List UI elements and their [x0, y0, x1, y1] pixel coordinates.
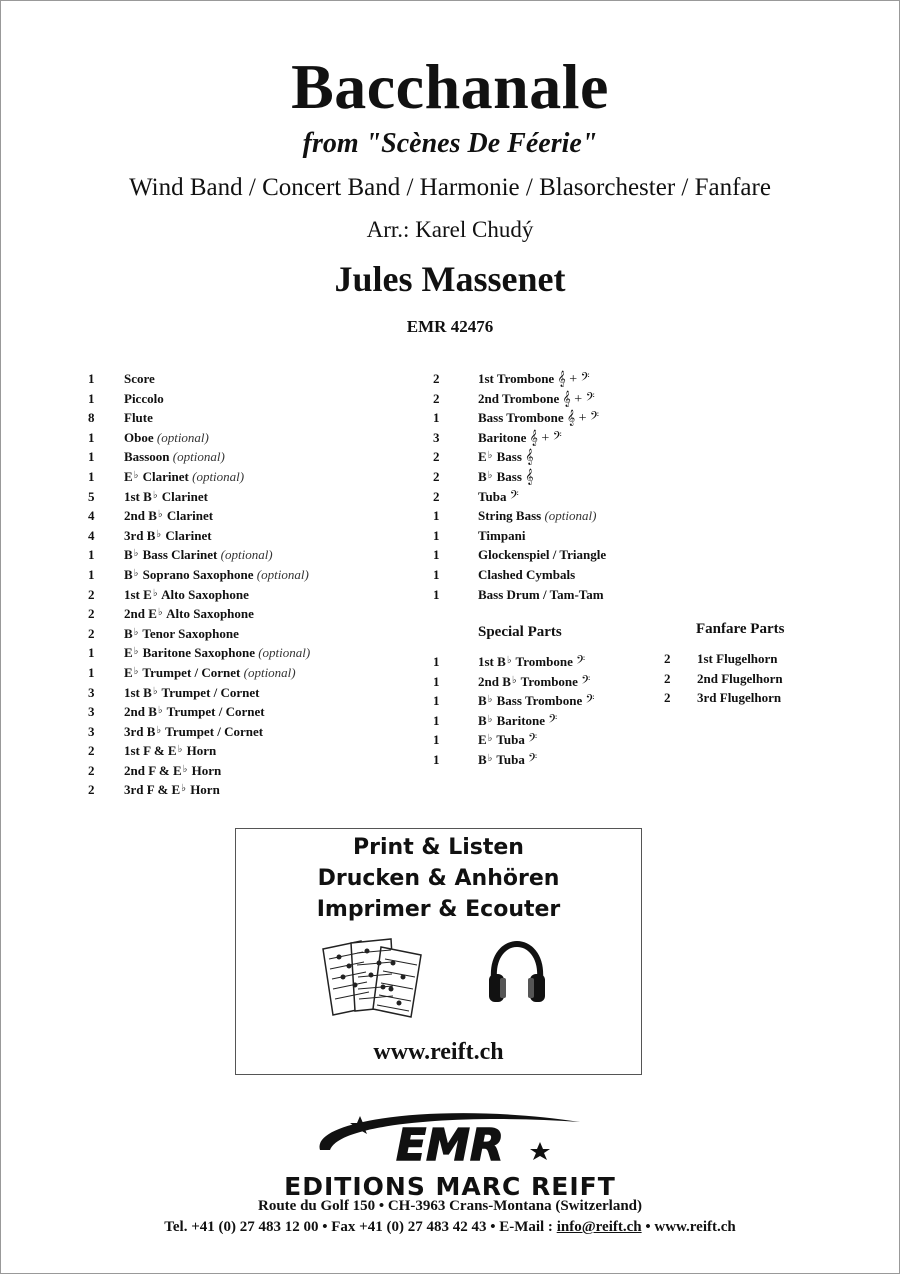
part-name-text: 2nd E	[124, 606, 157, 622]
part-row	[433, 487, 673, 507]
part-name-text: 2nd Trombone	[478, 390, 560, 406]
part-name	[124, 506, 213, 528]
part-quantity: 2	[88, 606, 95, 622]
part-name	[478, 389, 595, 410]
part-name	[124, 408, 153, 428]
part-name-suffix: Horn	[186, 782, 220, 798]
part-name-suffix: Horn	[183, 743, 217, 759]
part-quantity: 1	[433, 586, 440, 602]
part-name-text: Glockenspiel / Triangle	[478, 547, 607, 563]
part-quantity: 2	[88, 743, 95, 759]
parts-list-low-brass-percussion	[433, 369, 673, 604]
part-row	[88, 585, 418, 605]
part-quantity: 1	[433, 547, 440, 563]
part-name-text: B	[124, 625, 133, 641]
part-name	[124, 741, 216, 763]
part-quantity: 2	[664, 690, 671, 706]
part-name	[124, 761, 221, 783]
part-quantity: 1	[433, 712, 440, 728]
part-name	[124, 467, 244, 489]
part-row	[88, 663, 418, 683]
part-quantity: 4	[88, 508, 95, 524]
part-quantity: 5	[88, 488, 95, 504]
part-name-text: String Bass	[478, 508, 542, 524]
part-row	[88, 389, 418, 409]
part-name-suffix: Bass	[493, 468, 522, 484]
part-quantity: 3	[433, 429, 440, 445]
part-name	[478, 730, 537, 752]
part-name-text: E	[124, 645, 133, 661]
part-quantity: 1	[433, 527, 440, 543]
part-row	[88, 604, 418, 624]
part-row	[88, 467, 418, 487]
part-row	[88, 643, 418, 663]
part-name-suffix: Trumpet / Cornet	[139, 664, 241, 680]
part-row	[664, 688, 864, 708]
part-name-text: B	[478, 712, 487, 728]
clef-icon: 𝄞	[525, 450, 534, 466]
part-name-text: E	[124, 664, 133, 680]
part-quantity: 1	[433, 751, 440, 767]
part-name	[478, 565, 575, 585]
part-name-text: Piccolo	[124, 390, 164, 406]
part-row	[88, 369, 418, 389]
part-row	[433, 652, 673, 672]
clef-icon: 𝄢	[581, 674, 591, 690]
part-name-suffix: Trumpet / Cornet	[163, 704, 265, 720]
part-quantity: 4	[88, 527, 95, 543]
part-name	[478, 545, 606, 565]
part-name-text: Baritone	[478, 429, 527, 445]
flat-sign: ♭	[181, 783, 186, 795]
part-quantity: 3	[88, 704, 95, 720]
flat-sign: ♭	[487, 694, 493, 706]
flat-sign: ♭	[487, 469, 493, 481]
flat-sign: ♭	[156, 724, 162, 736]
flat-sign: ♭	[511, 674, 517, 686]
part-name-text: E	[478, 732, 487, 748]
part-name	[124, 369, 155, 389]
part-name	[478, 506, 596, 526]
clef-icon: 𝄞 + 𝄢	[566, 411, 600, 427]
part-quantity: 1	[433, 673, 440, 689]
sheet-music-icon	[319, 937, 429, 1019]
part-row	[88, 683, 418, 703]
part-row	[88, 506, 418, 526]
optional-note: (optional)	[256, 566, 309, 582]
part-quantity: 1	[88, 390, 95, 406]
part-name-text: 1st Flugelhorn	[697, 651, 778, 666]
promo-line-german: Drucken & Anhören	[317, 866, 560, 891]
part-name-text: Tuba	[478, 488, 507, 504]
part-name-text: E	[124, 468, 133, 484]
flat-sign: ♭	[133, 567, 139, 579]
part-name-text: 1st B	[124, 684, 152, 700]
part-name	[478, 447, 533, 469]
part-quantity: 1	[433, 732, 440, 748]
part-name-suffix: Clarinet	[139, 468, 189, 484]
part-name	[478, 526, 525, 546]
part-name	[124, 428, 209, 448]
part-quantity: 1	[88, 449, 95, 465]
optional-note: (optional)	[192, 468, 245, 484]
part-name-text: 1st F & E	[124, 743, 177, 759]
part-row	[88, 526, 418, 546]
part-quantity: 8	[88, 410, 95, 426]
contact-email-link[interactable]: info@reift.ch	[556, 1219, 642, 1235]
part-name	[124, 585, 249, 607]
part-name-suffix: Baritone	[493, 712, 546, 728]
part-row	[433, 565, 673, 585]
part-name-text: 2nd Flugelhorn	[697, 670, 783, 686]
flat-sign: ♭	[157, 607, 163, 619]
part-quantity: 2	[88, 586, 95, 602]
part-quantity: 1	[88, 468, 95, 484]
part-quantity: 2	[433, 390, 440, 406]
part-row	[88, 624, 418, 644]
special-parts-heading: Special Parts	[478, 624, 562, 640]
part-row	[433, 672, 673, 692]
part-name-text: 2nd B	[124, 704, 157, 720]
part-name	[478, 408, 599, 429]
part-quantity: 1	[88, 664, 95, 680]
composer-name: Jules Massenet	[334, 259, 566, 299]
part-quantity: 2	[664, 670, 671, 686]
part-name-suffix: Trumpet / Cornet	[162, 723, 264, 739]
emr-logo	[300, 1108, 600, 1170]
part-name-suffix: Alto Saxophone	[163, 606, 254, 622]
part-quantity: 1	[433, 508, 440, 524]
part-row	[433, 585, 673, 605]
part-name-text: E	[478, 449, 487, 465]
part-row	[88, 428, 418, 448]
flat-sign: ♭	[152, 587, 158, 599]
part-row	[88, 565, 418, 585]
part-row	[433, 691, 673, 711]
flat-sign: ♭	[487, 713, 493, 725]
part-name-suffix: Trumpet / Cornet	[158, 684, 260, 700]
part-name-text: 1st B	[124, 488, 152, 504]
part-quantity: 1	[433, 410, 440, 426]
part-name	[478, 467, 533, 489]
flat-sign: ♭	[156, 528, 162, 540]
flat-sign: ♭	[152, 685, 158, 697]
flat-sign: ♭	[487, 450, 493, 462]
part-name-text: B	[124, 566, 133, 582]
part-name	[124, 683, 260, 705]
part-name	[124, 565, 309, 587]
fanfare-parts-list	[664, 649, 864, 708]
part-name	[478, 428, 562, 449]
part-name	[124, 604, 254, 626]
piece-subtitle: from "Scènes De Féerie"	[302, 128, 598, 159]
part-name-suffix: Alto Saxophone	[158, 586, 249, 602]
part-name-text: 3rd B	[124, 527, 156, 543]
flat-sign: ♭	[157, 705, 163, 717]
part-name-text: 2nd B	[478, 673, 511, 689]
flat-sign: ♭	[182, 763, 188, 775]
part-name-text: 2nd B	[124, 508, 157, 524]
optional-note: (optional)	[243, 664, 296, 680]
part-quantity: 2	[88, 782, 95, 798]
part-row	[433, 408, 673, 428]
part-name-suffix: Tuba	[493, 751, 525, 767]
part-name-suffix: Trombone	[512, 654, 573, 669]
promo-line-english: Print & Listen	[353, 835, 524, 860]
part-name-text: Score	[124, 371, 155, 386]
part-name-text: 2nd F & E	[124, 762, 182, 778]
part-name	[697, 649, 778, 669]
part-name-text: 1st Trombone	[478, 371, 555, 386]
special-parts-list	[433, 652, 673, 770]
part-name	[124, 526, 212, 548]
part-quantity: 2	[664, 651, 671, 666]
part-name	[124, 702, 265, 724]
part-name	[478, 487, 519, 508]
part-row	[664, 649, 864, 669]
part-name-text: Flute	[124, 410, 153, 426]
flat-sign: ♭	[487, 752, 493, 764]
part-name-text: B	[478, 693, 487, 709]
clef-icon: 𝄢	[585, 694, 595, 710]
optional-note: (optional)	[220, 547, 273, 563]
part-name-suffix: Bass	[493, 449, 522, 465]
promo-website[interactable]: www.reift.ch	[373, 1039, 504, 1065]
part-quantity: 1	[433, 693, 440, 709]
part-row	[433, 428, 673, 448]
optional-note: (optional)	[258, 645, 311, 661]
part-name-suffix: Soprano Saxophone	[139, 566, 254, 582]
part-quantity: 2	[433, 371, 440, 386]
part-name-text: 3rd F & E	[124, 782, 181, 798]
part-name	[124, 624, 239, 646]
clef-icon: 𝄞	[525, 469, 534, 485]
clef-icon: 𝄞 + 𝄢	[562, 391, 595, 407]
part-name-text: Bass Trombone	[478, 410, 564, 426]
part-name-text: 3rd Flugelhorn	[697, 690, 782, 706]
clef-icon: 𝄞 + 𝄢	[529, 430, 562, 446]
part-row	[433, 750, 673, 770]
arranger-line: Arr.: Karel Chudý	[366, 217, 534, 242]
part-quantity: 1	[88, 566, 95, 582]
part-name	[124, 545, 273, 567]
ensemble-line: Wind Band / Concert Band / Harmonie / Blasorchester / Fanfare	[129, 174, 771, 201]
part-name-text: 3rd B	[124, 723, 156, 739]
publisher-contact	[0, 1219, 900, 1236]
piece-title: Bacchanale	[291, 51, 609, 122]
part-name	[478, 691, 595, 713]
flat-sign: ♭	[157, 509, 163, 521]
part-name	[478, 672, 590, 694]
part-name-suffix: Bass Trombone	[493, 693, 583, 709]
clef-icon: 𝄞 + 𝄢	[557, 372, 590, 387]
part-name-text: Bassoon	[124, 449, 170, 465]
part-name-text: Clashed Cymbals	[478, 566, 576, 582]
optional-note: (optional)	[156, 429, 209, 445]
part-quantity: 2	[433, 449, 440, 465]
clef-icon: 𝄢	[509, 489, 519, 505]
part-row	[433, 467, 673, 487]
part-name-suffix: Clarinet	[162, 527, 212, 543]
part-name	[478, 369, 590, 390]
contact-website: • www.reift.ch	[641, 1219, 736, 1235]
optional-note: (optional)	[544, 508, 597, 524]
part-name-text: B	[478, 751, 487, 767]
part-name	[478, 711, 557, 733]
part-name-text: Bass Drum / Tam-Tam	[478, 586, 604, 602]
part-name	[124, 389, 164, 409]
part-name-suffix: Trombone	[517, 673, 578, 689]
part-name-text: Oboe	[124, 429, 154, 445]
part-name-text: 1st B	[478, 654, 506, 669]
print-listen-box	[235, 828, 642, 1075]
part-name	[124, 780, 220, 802]
part-name-suffix: Horn	[188, 762, 222, 778]
part-row	[664, 669, 864, 689]
catalog-number: EMR 42476	[406, 317, 494, 336]
part-quantity: 1	[88, 429, 95, 445]
flat-sign: ♭	[133, 646, 139, 658]
part-name-suffix: Tenor Saxophone	[139, 625, 239, 641]
publisher-name: EDITIONS MARC REIFT	[284, 1172, 616, 1201]
part-name-suffix: Baritone Saxophone	[139, 645, 255, 661]
part-name-text: B	[478, 468, 487, 484]
promo-line-french: Imprimer & Ecouter	[316, 897, 561, 922]
part-name	[478, 652, 585, 674]
part-row	[88, 408, 418, 428]
part-quantity: 2	[88, 762, 95, 778]
part-name	[478, 585, 604, 605]
parts-list-woodwinds-brass	[88, 369, 418, 800]
part-name	[124, 487, 208, 509]
clef-icon: 𝄢	[528, 752, 538, 768]
optional-note: (optional)	[172, 449, 225, 465]
clef-icon: 𝄢	[548, 713, 558, 729]
clef-icon: 𝄢	[576, 655, 586, 670]
part-name	[124, 663, 296, 685]
part-row	[433, 526, 673, 546]
part-row	[88, 722, 418, 742]
part-name-text: B	[124, 547, 133, 563]
part-row	[433, 506, 673, 526]
part-name-suffix: Clarinet	[158, 488, 208, 504]
part-quantity: 1	[88, 371, 95, 386]
part-quantity: 1	[88, 645, 95, 661]
flat-sign: ♭	[506, 655, 512, 666]
flat-sign: ♭	[133, 665, 139, 677]
part-quantity: 3	[88, 723, 95, 739]
part-quantity: 1	[433, 566, 440, 582]
part-name	[124, 447, 225, 467]
part-quantity: 2	[88, 625, 95, 641]
part-name-text: Timpani	[478, 527, 526, 543]
part-row	[88, 702, 418, 722]
part-row	[88, 741, 418, 761]
part-name	[697, 688, 781, 708]
part-row	[433, 730, 673, 750]
part-name-suffix: Clarinet	[163, 508, 214, 524]
part-row	[88, 447, 418, 467]
part-row	[88, 761, 418, 781]
fanfare-parts-heading: Fanfare Parts	[696, 621, 785, 637]
part-row	[88, 545, 418, 565]
part-row	[88, 487, 418, 507]
part-row	[433, 447, 673, 467]
flat-sign: ♭	[133, 626, 139, 638]
part-name-text: 1st E	[124, 586, 152, 602]
headphones-icon	[486, 940, 548, 1006]
clef-icon: 𝄢	[528, 733, 538, 749]
part-row	[433, 389, 673, 409]
flat-sign: ♭	[133, 548, 139, 560]
emr-logo-text: EMR	[396, 1120, 504, 1170]
part-row	[433, 711, 673, 731]
contact-phone-fax: Tel. +41 (0) 27 483 12 00 • Fax +41 (0) 27 483 42 43 • E-Mail :	[164, 1219, 557, 1235]
part-quantity: 1	[433, 654, 440, 669]
part-row	[433, 369, 673, 389]
part-name	[697, 669, 783, 689]
part-name-suffix: Tuba	[493, 732, 525, 748]
publisher-address: Route du Golf 150 • CH-3963 Crans-Montana (Switzerland)	[258, 1198, 642, 1214]
part-row	[88, 780, 418, 800]
part-quantity: 3	[88, 684, 95, 700]
part-row	[433, 545, 673, 565]
part-quantity: 2	[433, 468, 440, 484]
part-quantity: 1	[88, 547, 95, 563]
part-name	[124, 722, 263, 744]
part-name-suffix: Bass Clarinet	[139, 547, 218, 563]
flat-sign: ♭	[133, 469, 139, 481]
part-name	[124, 643, 310, 665]
flat-sign: ♭	[487, 733, 493, 745]
flat-sign: ♭	[177, 744, 183, 756]
part-name	[478, 750, 537, 772]
flat-sign: ♭	[152, 489, 158, 501]
part-quantity: 2	[433, 488, 440, 504]
